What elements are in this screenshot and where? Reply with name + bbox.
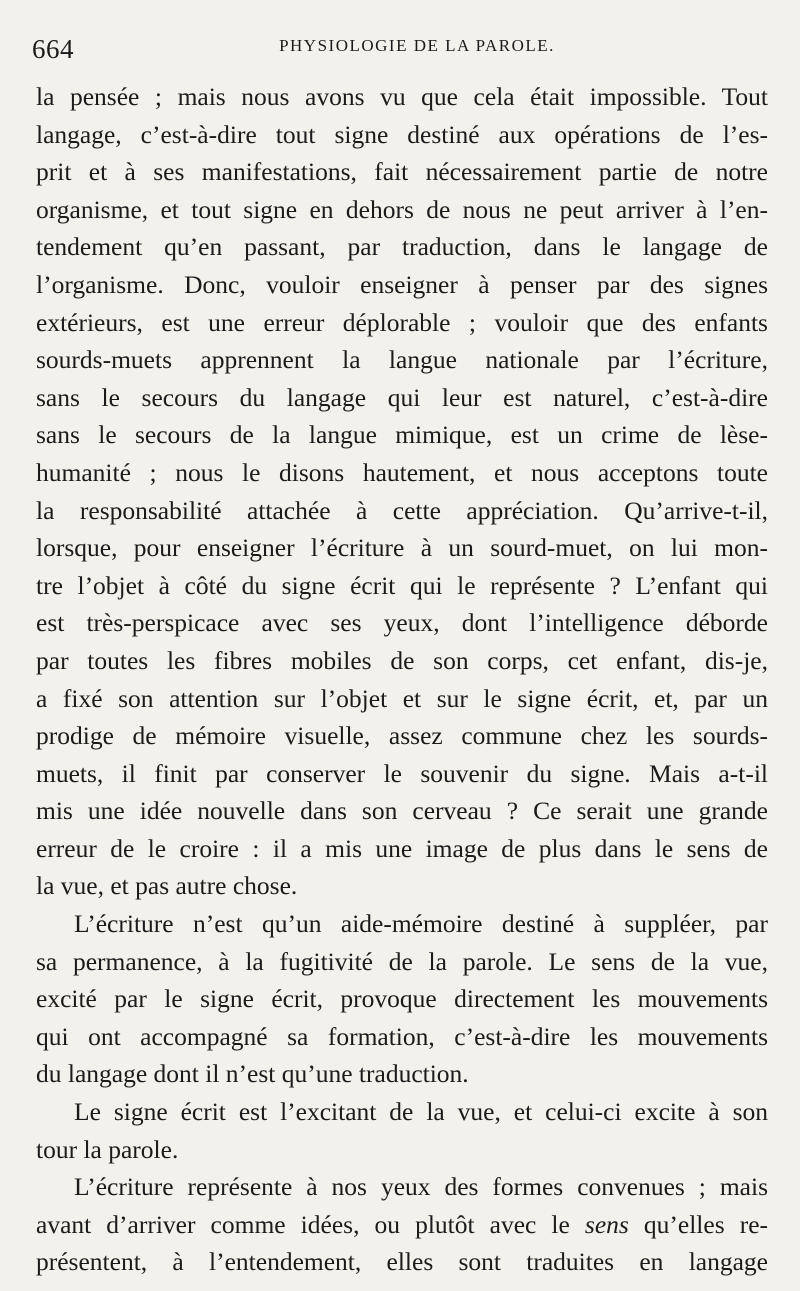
text-line: la responsabilité attachée à cette appréciation. Qu’arrive-t-il,	[36, 495, 768, 525]
text-line: organisme, et tout signe en dehors de nous ne peut arriver à l’en-	[36, 194, 768, 224]
text-line: sa permanence, à la fugitivité de la parole. Le sens de la vue,	[36, 946, 768, 976]
text-line: qui ont accompagné sa formation, c’est-à-dire les mouvements	[36, 1021, 768, 1051]
text-line: erreur de le croire : il a mis une image de plus dans le sens de	[36, 833, 768, 863]
text-line: la vue, et pas autre chose.	[36, 871, 298, 901]
text-line: extérieurs, est une erreur déplorable ; vouloir que des enfants	[36, 307, 768, 337]
text-line: Le signe écrit est l’excitant de la vue, et celui-ci excite à son	[74, 1097, 768, 1127]
italic-word: sens	[584, 1209, 629, 1239]
text-line: tre l’objet à côté du signe écrit qui le représente ? L’enfant qui	[36, 570, 768, 600]
paragraph	[36, 1093, 768, 1168]
page-number: 664	[32, 34, 74, 64]
body-text	[36, 78, 768, 1281]
text-line: par toutes les fibres mobiles de son corps, cet enfant, dis-je,	[36, 645, 768, 675]
paragraph	[36, 1168, 768, 1281]
running-title: PHYSIOLOGIE DE LA PAROLE.	[279, 36, 555, 55]
text-segment: qu’elles re-	[643, 1209, 768, 1239]
text-line: a fixé son attention sur l’objet et sur le signe écrit, et, par un	[36, 683, 768, 713]
text-line: présentent, à l’entendement, elles sont traduites en langage	[36, 1247, 768, 1277]
text-segment: avant d’arriver comme idées, ou plutôt avec le	[36, 1209, 570, 1239]
text-line: la pensée ; mais nous avons vu que cela était impossible. Tout	[36, 82, 768, 111]
text-line: prit et à ses manifestations, fait nécessairement partie de notre	[36, 157, 768, 187]
text-line: est très-perspicace avec ses yeux, dont l’intelligence déborde	[36, 608, 768, 638]
text-line: muets, il finit par conserver le souvenir du signe. Mais a-t-il	[36, 758, 768, 788]
text-line: L’écriture représente à nos yeux des formes convenues ; mais	[74, 1172, 768, 1202]
running-head	[32, 30, 772, 70]
text-line: L’écriture n’est qu’un aide-mémoire destiné à suppléer, par	[74, 909, 768, 939]
text-line: sans le secours du langage qui leur est naturel, c’est-à-dire	[36, 382, 768, 412]
text-line: excité par le signe écrit, provoque directement les mouvements	[36, 984, 768, 1014]
text-line: tour la parole.	[36, 1134, 179, 1164]
text-line: sans le secours de la langue mimique, est un crime de lèse-	[36, 420, 768, 450]
text-line: prodige de mémoire visuelle, assez commune chez les sourds-	[36, 721, 768, 751]
text-line: langage, c’est-à-dire tout signe destiné aux opérations de l’es-	[36, 119, 768, 149]
paragraph	[36, 78, 768, 905]
text-line: mis une idée nouvelle dans son cerveau ? Ce serait une grande	[36, 796, 768, 826]
text-line	[36, 1206, 768, 1244]
text-line: tendement qu’en passant, par traduction, dans le langage de	[36, 232, 768, 262]
text-line: du langage dont il n’est qu’une traduction.	[36, 1059, 469, 1089]
text-line: humanité ; nous le disons hautement, et nous acceptons toute	[36, 457, 768, 487]
text-line: l’organisme. Donc, vouloir enseigner à penser par des signes	[36, 269, 768, 299]
paragraph	[36, 905, 768, 1093]
text-line: lorsque, pour enseigner l’écriture à un sourd-muet, on lui mon-	[36, 533, 768, 563]
text-line: sourds-muets apprennent la langue nationale par l’écriture,	[36, 345, 768, 375]
